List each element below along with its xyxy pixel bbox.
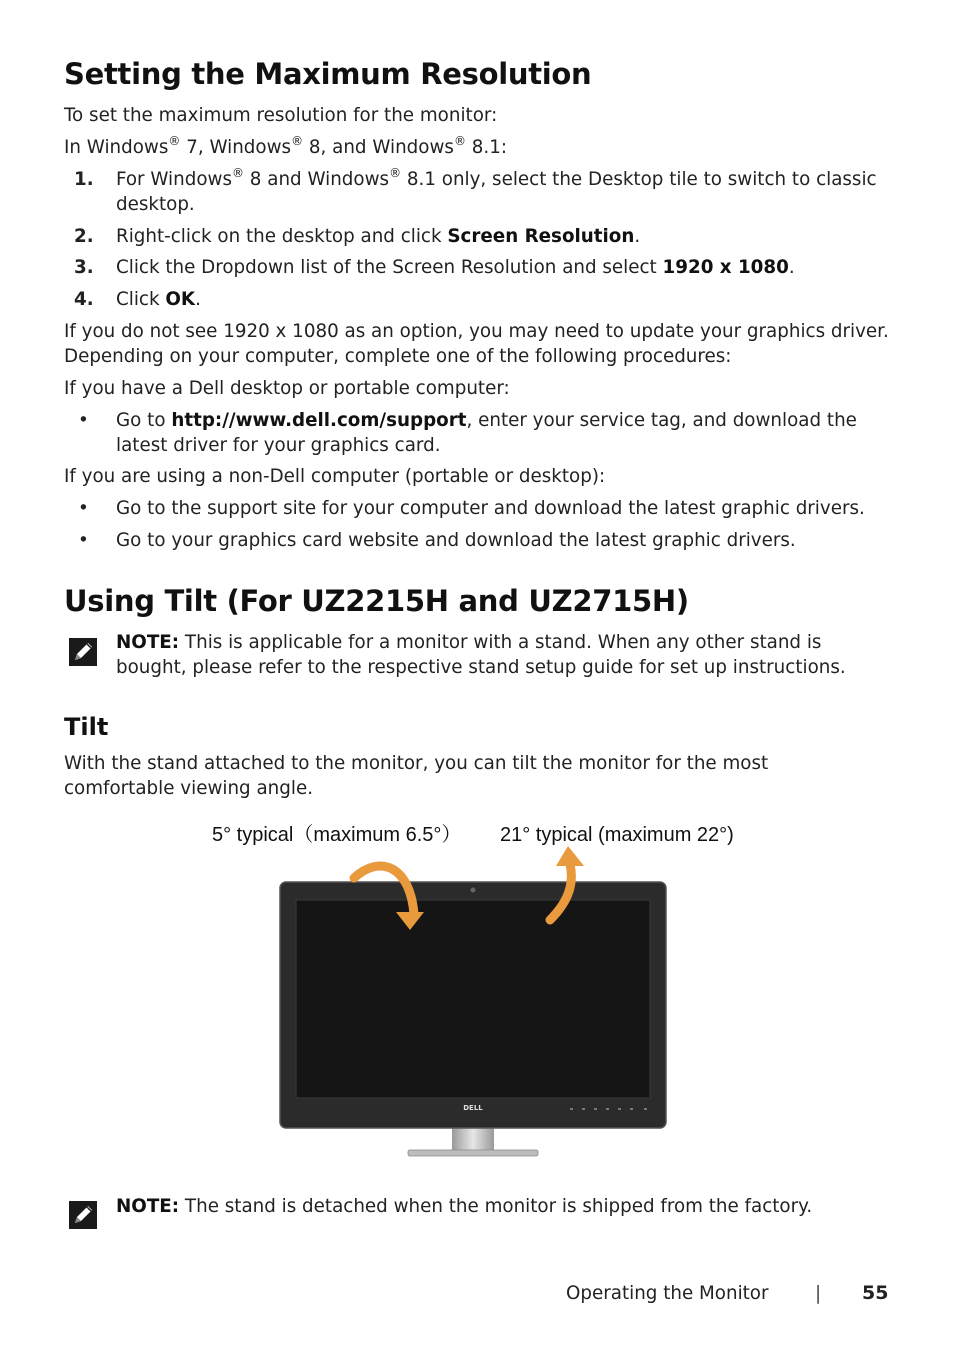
stand-neck [452, 1126, 494, 1152]
nondell-heading: If you are using a non-Dell computer (portable or desktop): [64, 466, 606, 487]
footer-section: Operating the Monitor [566, 1283, 769, 1304]
intro-text: To set the maximum resolution for the monitor: [64, 105, 498, 126]
subtitle-tilt: Tilt [64, 713, 109, 741]
note-stand: NOTE: This is applicable for a monitor with a stand. When any other stand is bought, please refer to the respective stand setup guide for set up instructions. [116, 632, 846, 678]
note-shipping: NOTE: The stand is detached when the monitor is shipped from the factory. [116, 1196, 813, 1217]
webcam [471, 888, 476, 893]
dell-heading: If you have a Dell desktop or portable computer: [64, 378, 510, 399]
dell-support-link[interactable]: http://www.dell.com/support [171, 410, 467, 431]
dell-logo: DELL [463, 1104, 483, 1112]
section-title-tilt: Using Tilt (For UZ2215H and UZ2715H) [64, 584, 689, 618]
stand-base [408, 1150, 538, 1156]
tilt-body: With the stand attached to the monitor, you can tilt the monitor for the most comfortable viewing angle. [64, 753, 769, 799]
footer-separator: | [815, 1283, 822, 1304]
note-pencil-icon [68, 637, 98, 667]
windows-versions-line: In Windows® 7, Windows® 8, and Windows® 8.1: [64, 134, 507, 158]
driver-note: If you do not see 1920 x 1080 as an option, you may need to update your graphics driver. Depending on your computer, complete one of the following procedures: [64, 321, 889, 367]
section-title-resolution: Setting the Maximum Resolution [64, 57, 592, 91]
monitor-screen [296, 900, 650, 1098]
note-pencil-icon [68, 1200, 98, 1230]
tilt-label-forward: 5° typical（maximum 6.5°） [212, 824, 462, 846]
page-number: 55 [862, 1282, 889, 1304]
monitor-illustration [270, 842, 680, 1162]
tilt-label-backward: 21° typical (maximum 22°) [500, 824, 734, 846]
